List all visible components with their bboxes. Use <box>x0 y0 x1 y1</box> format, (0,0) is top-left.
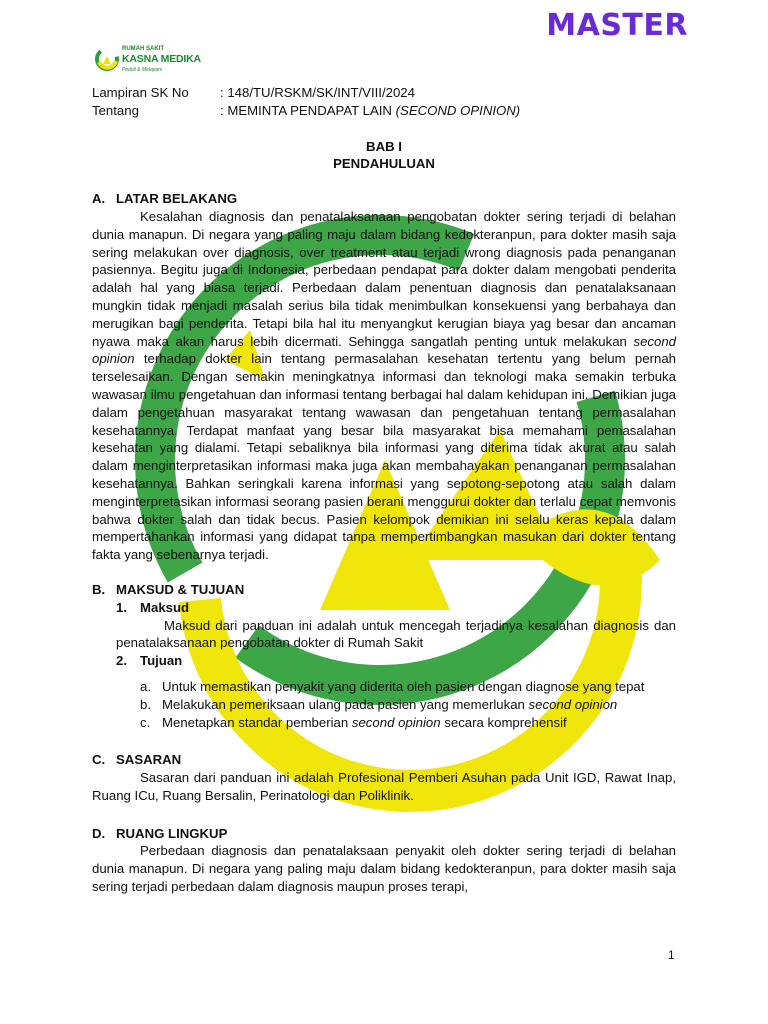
logo-tagline: Peduli & Melayani <box>122 67 163 73</box>
meta-row-tentang <box>92 102 676 120</box>
section-c-paragraph: Sasaran dari panduan ini adalah Profesional Pemberi Asuhan pada Unit IGD, Rawat Inap, Ruang ICu, Ruang Bersalin, Perinatologi dan Poliklinik. <box>92 770 676 803</box>
hospital-logo-icon <box>94 46 120 72</box>
section-c-heading: C. SASARAN <box>92 752 182 768</box>
hospital-logo <box>94 46 204 80</box>
document-body <box>92 84 676 896</box>
meta-row-lampiran <box>92 84 676 102</box>
maksud-heading: 1. Maksud <box>116 599 190 615</box>
page-number: 1 <box>668 948 675 962</box>
tujuan-list-item: c. Menetapkan standar pemberian second opinion secara komprehensif <box>140 714 567 730</box>
section-b-heading: B. MAKSUD & TUJUAN <box>92 581 245 597</box>
chapter-number: BAB I <box>366 138 402 154</box>
maksud-paragraph: Maksud dari panduan ini adalah untuk mencegah terjadinya kesalahan diagnosis dan penatalaksanaan pengobatan dokter di Rumah Sakit <box>116 617 676 651</box>
meta-value: : MEMINTA PENDAPAT LAIN (SECOND OPINION) <box>220 102 521 118</box>
logo-line2: KASNA MEDIKA <box>122 53 201 65</box>
tujuan-list-item: a. Untuk memastikan penyakit yang diderita oleh pasien dengan diagnose yang tepat <box>140 678 645 694</box>
section-a-heading: A. LATAR BELAKANG <box>92 191 238 207</box>
master-stamp: MASTER <box>546 8 688 43</box>
meta-value: : 148/TU/RSKM/SK/INT/VIII/2024 <box>220 85 415 100</box>
section-d-heading: D. RUANG LINGKUP <box>92 825 228 841</box>
logo-line1: RUMAH SAKIT <box>122 46 164 52</box>
meta-key: Tentang <box>92 102 139 118</box>
chapter-title: PENDAHULUAN <box>333 156 435 172</box>
tujuan-heading: 2. Tujuan <box>116 653 183 669</box>
section-d-paragraph: Perbedaan diagnosis dan penatalaksaan penyakit oleh dokter sering terjadi di belahan dunia manapun. Di negara yang paling maju dalam bidang kedokteranpun, para dokter masih saja sering terjadi perbedaan dalam diagnosis maupun proses terapi, <box>92 843 676 895</box>
section-a-paragraph: Kesalahan diagnosis dan penatalaksanaan pengobatan dokter sering terjadi di belahan dunia manapun. Di negara yang paling maju dalam bidang kedokteranpun, para dokter masih saja sering melakukan over diagnosis, over treatment atau terjadi wrong diagnosis pada penanganan pasiennya. Begitu juga di Indonesia, perbedaan pendapat para dokter dalam mengobati penderita adalah hal yang biasa terjadi. Perbedaan dalam penentuan diagnosis dan penatalaksanaan mungkin tidak menjadi masalah serius bila tidak menimbulkan konsekuensi yang berbahaya dan merugikan bagi penderita. Tetapi bila hal itu menyangkut kerugian biaya yag besar dan ancaman nyawa maka akan harus lebih dicermati. Sehingga sangatlah penting untuk melakukan second opinion terhadap dokter lain tentang permasalahan kesehatan tertentu yang belum pernah terselesaikan. Dengan semakin meningkatnya informasi dan teknologi maka semakin terbuka wawasan ilmu pengetahuan dan informasi tentang berbagai hal dalam kehidupan ini. Demikian juga dalam pengetahuan masyarakat tentang wawasan dan pengetahuan tentang permasalahan kesehatannya. Terdapat manfaat yang besar bila masyarakat bisa memahami pemasalahan kesehatan yang dialami. Tetapi sebaliknya bila informasi yang diterima tidak akurat atau salah dalam menginterpretasikan informasi maka juga akan membahayakan penanganan permasalahan kesehatannya. Bahkan seringkali karena informasi yang sepotong-sepotong atau salah dalam menginterpretasikan informasi seorang pasien berani menggurui dokter dan terlalu cepat memvonis bahwa dokter salah dan tidak becus. Pasien kelompok demikian ini selalu keras kepala dalam mempertahankan informasi yang didapat tanpa mempertimbangkan masukan dari dokter tentang fakta yang sebenarnya terjadi. <box>92 208 676 563</box>
meta-key: Lampiran SK No <box>92 85 189 100</box>
tujuan-list-item: b. Melakukan pemeriksaan ulang pada pasien yang memerlukan second opinion <box>140 696 618 712</box>
